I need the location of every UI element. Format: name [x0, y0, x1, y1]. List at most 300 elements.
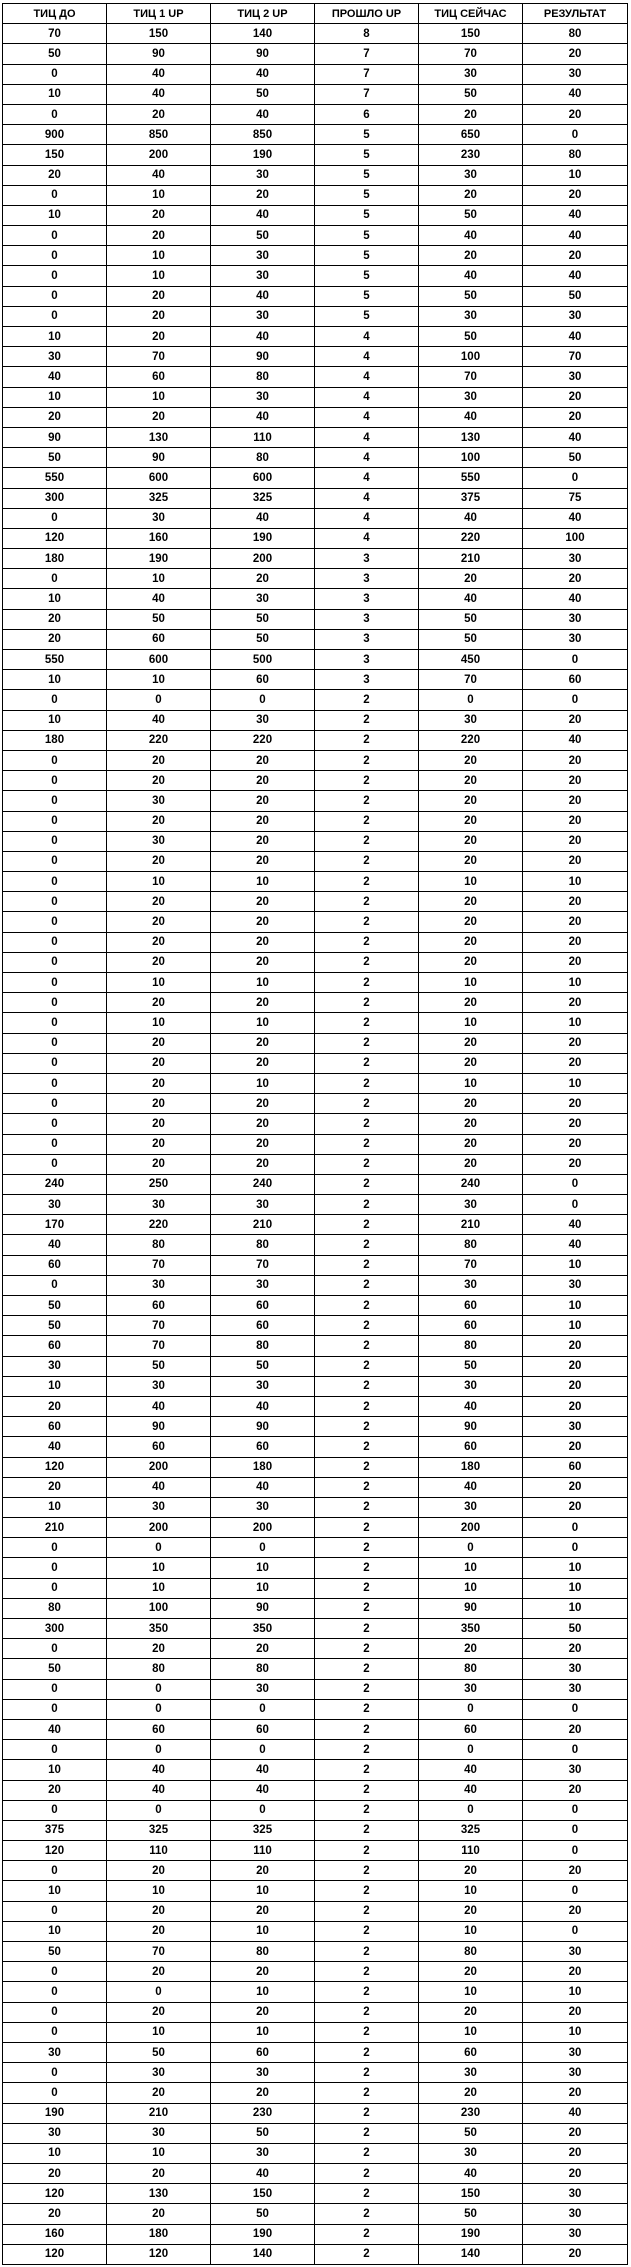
- cell-tic-before: 550: [3, 650, 107, 670]
- cell-tic-1-up: 60: [107, 1296, 211, 1316]
- cell-ups-passed: 4: [315, 528, 419, 548]
- cell-result: 10: [523, 1013, 628, 1033]
- cell-tic-2-up: 10: [211, 1558, 315, 1578]
- cell-tic-before: 0: [3, 892, 107, 912]
- cell-tic-1-up: 180: [107, 2224, 211, 2244]
- cell-ups-passed: 2: [315, 1619, 419, 1639]
- table-row: [3, 1275, 628, 1295]
- table-row: [3, 84, 628, 104]
- cell-tic-2-up: 90: [211, 44, 315, 64]
- table-row: [3, 1538, 628, 1558]
- cell-tic-now: 20: [419, 1639, 523, 1659]
- cell-tic-1-up: 20: [107, 851, 211, 871]
- table-row: [3, 306, 628, 326]
- cell-tic-before: 0: [3, 2002, 107, 2022]
- cell-ups-passed: 8: [315, 24, 419, 44]
- cell-result: 40: [523, 84, 628, 104]
- cell-tic-before: 20: [3, 165, 107, 185]
- table-row: [3, 1255, 628, 1275]
- cell-tic-now: 60: [419, 2042, 523, 2062]
- table-row: [3, 2224, 628, 2244]
- cell-tic-before: 0: [3, 993, 107, 1013]
- cell-tic-before: 10: [3, 84, 107, 104]
- table-row: [3, 1780, 628, 1800]
- cell-tic-before: 30: [3, 347, 107, 367]
- cell-ups-passed: 2: [315, 1780, 419, 1800]
- table-row: [3, 44, 628, 64]
- cell-tic-before: 10: [3, 589, 107, 609]
- cell-result: 10: [523, 1578, 628, 1598]
- cell-result: 70: [523, 347, 628, 367]
- cell-tic-1-up: 20: [107, 1094, 211, 1114]
- cell-result: 0: [523, 1195, 628, 1215]
- cell-tic-now: 20: [419, 851, 523, 871]
- cell-ups-passed: 2: [315, 1942, 419, 1962]
- cell-tic-2-up: 190: [211, 2224, 315, 2244]
- cell-result: 20: [523, 1497, 628, 1517]
- cell-tic-1-up: 70: [107, 1942, 211, 1962]
- cell-tic-before: 190: [3, 2103, 107, 2123]
- cell-tic-now: 40: [419, 1396, 523, 1416]
- cell-tic-1-up: 20: [107, 327, 211, 347]
- cell-ups-passed: 2: [315, 1982, 419, 2002]
- cell-result: 0: [523, 1841, 628, 1861]
- cell-tic-before: 120: [3, 1841, 107, 1861]
- cell-ups-passed: 2: [315, 1235, 419, 1255]
- cell-tic-1-up: 600: [107, 650, 211, 670]
- cell-result: 40: [523, 266, 628, 286]
- cell-result: 20: [523, 387, 628, 407]
- cell-tic-before: 10: [3, 1497, 107, 1517]
- cell-tic-before: 0: [3, 912, 107, 932]
- cell-tic-before: 10: [3, 1376, 107, 1396]
- cell-ups-passed: 2: [315, 1820, 419, 1840]
- table-row: [3, 609, 628, 629]
- cell-tic-now: 40: [419, 266, 523, 286]
- cell-tic-now: 20: [419, 1962, 523, 1982]
- cell-result: 10: [523, 1598, 628, 1618]
- cell-tic-2-up: 30: [211, 1679, 315, 1699]
- cell-tic-before: 50: [3, 1296, 107, 1316]
- table-row: [3, 1174, 628, 1194]
- table-row: [3, 407, 628, 427]
- cell-result: 30: [523, 64, 628, 84]
- table-row: [3, 1518, 628, 1538]
- cell-tic-now: 10: [419, 1881, 523, 1901]
- cell-tic-2-up: 90: [211, 1598, 315, 1618]
- table-row: [3, 1619, 628, 1639]
- cell-tic-2-up: 230: [211, 2103, 315, 2123]
- cell-ups-passed: 2: [315, 2204, 419, 2224]
- cell-tic-1-up: 30: [107, 1195, 211, 1215]
- table-row: [3, 690, 628, 710]
- cell-ups-passed: 2: [315, 831, 419, 851]
- cell-tic-2-up: 10: [211, 2022, 315, 2042]
- cell-tic-2-up: 180: [211, 1457, 315, 1477]
- cell-tic-now: 140: [419, 2244, 523, 2264]
- cell-result: 40: [523, 205, 628, 225]
- cell-result: 20: [523, 771, 628, 791]
- cell-tic-2-up: 40: [211, 508, 315, 528]
- cell-tic-2-up: 30: [211, 165, 315, 185]
- cell-tic-now: 10: [419, 1578, 523, 1598]
- cell-tic-now: 240: [419, 1174, 523, 1194]
- cell-ups-passed: 2: [315, 1396, 419, 1416]
- cell-ups-passed: 3: [315, 650, 419, 670]
- cell-tic-now: 130: [419, 427, 523, 447]
- table-row: [3, 347, 628, 367]
- cell-tic-now: 50: [419, 2123, 523, 2143]
- cell-tic-2-up: 40: [211, 1760, 315, 1780]
- cell-tic-1-up: 30: [107, 1497, 211, 1517]
- cell-ups-passed: 2: [315, 1538, 419, 1558]
- table-row: [3, 1235, 628, 1255]
- cell-tic-now: 210: [419, 1215, 523, 1235]
- cell-ups-passed: 4: [315, 347, 419, 367]
- cell-tic-2-up: 40: [211, 2164, 315, 2184]
- cell-tic-1-up: 40: [107, 64, 211, 84]
- cell-tic-now: 40: [419, 226, 523, 246]
- cell-tic-2-up: 40: [211, 407, 315, 427]
- cell-tic-1-up: 10: [107, 670, 211, 690]
- cell-tic-now: 80: [419, 1942, 523, 1962]
- cell-tic-now: 200: [419, 1518, 523, 1538]
- cell-tic-before: 0: [3, 750, 107, 770]
- cell-tic-before: 0: [3, 1073, 107, 1093]
- cell-result: 20: [523, 2002, 628, 2022]
- table-row: [3, 266, 628, 286]
- cell-tic-1-up: 110: [107, 1841, 211, 1861]
- cell-tic-now: 0: [419, 1800, 523, 1820]
- cell-ups-passed: 2: [315, 1073, 419, 1093]
- cell-tic-now: 50: [419, 84, 523, 104]
- cell-tic-1-up: 20: [107, 2164, 211, 2184]
- cell-tic-2-up: 10: [211, 1881, 315, 1901]
- cell-tic-before: 20: [3, 629, 107, 649]
- table-row: [3, 1154, 628, 1174]
- cell-ups-passed: 7: [315, 84, 419, 104]
- cell-result: 40: [523, 327, 628, 347]
- cell-result: 10: [523, 1255, 628, 1275]
- cell-tic-2-up: 30: [211, 1497, 315, 1517]
- cell-result: 40: [523, 508, 628, 528]
- cell-ups-passed: 7: [315, 44, 419, 64]
- cell-tic-1-up: 20: [107, 912, 211, 932]
- cell-result: 60: [523, 670, 628, 690]
- cell-result: 80: [523, 24, 628, 44]
- cell-result: 0: [523, 468, 628, 488]
- cell-result: 60: [523, 1457, 628, 1477]
- cell-tic-2-up: 40: [211, 1477, 315, 1497]
- cell-tic-2-up: 30: [211, 306, 315, 326]
- table-row: [3, 1659, 628, 1679]
- cell-ups-passed: 2: [315, 2103, 419, 2123]
- cell-ups-passed: 2: [315, 1497, 419, 1517]
- cell-tic-now: 40: [419, 1477, 523, 1497]
- cell-result: 20: [523, 1114, 628, 1134]
- cell-tic-2-up: 20: [211, 811, 315, 831]
- cell-tic-now: 20: [419, 932, 523, 952]
- cell-tic-now: 230: [419, 145, 523, 165]
- cell-ups-passed: 2: [315, 1477, 419, 1497]
- cell-tic-now: 10: [419, 1982, 523, 2002]
- cell-tic-now: 40: [419, 1780, 523, 1800]
- cell-ups-passed: 2: [315, 771, 419, 791]
- cell-tic-1-up: 190: [107, 549, 211, 569]
- cell-tic-now: 220: [419, 528, 523, 548]
- cell-tic-before: 300: [3, 1619, 107, 1639]
- cell-tic-now: 0: [419, 1740, 523, 1760]
- cell-result: 30: [523, 1679, 628, 1699]
- table-row: [3, 1578, 628, 1598]
- cell-tic-2-up: 20: [211, 1901, 315, 1921]
- cell-tic-2-up: 240: [211, 1174, 315, 1194]
- cell-tic-2-up: 60: [211, 1437, 315, 1457]
- table-row: [3, 549, 628, 569]
- cell-result: 20: [523, 811, 628, 831]
- cell-ups-passed: 5: [315, 226, 419, 246]
- cell-tic-1-up: 20: [107, 1114, 211, 1134]
- cell-tic-before: 0: [3, 306, 107, 326]
- cell-ups-passed: 2: [315, 2042, 419, 2062]
- cell-tic-before: 0: [3, 1134, 107, 1154]
- cell-ups-passed: 2: [315, 1134, 419, 1154]
- cell-ups-passed: 5: [315, 145, 419, 165]
- cell-tic-2-up: 30: [211, 387, 315, 407]
- cell-ups-passed: 2: [315, 1417, 419, 1437]
- cell-tic-before: 10: [3, 387, 107, 407]
- cell-result: 20: [523, 1094, 628, 1114]
- cell-tic-1-up: 120: [107, 2244, 211, 2264]
- cell-tic-1-up: 70: [107, 347, 211, 367]
- table-row: [3, 145, 628, 165]
- table-row: [3, 730, 628, 750]
- cell-tic-now: 30: [419, 710, 523, 730]
- cell-tic-2-up: 20: [211, 1639, 315, 1659]
- cell-tic-before: 0: [3, 1861, 107, 1881]
- table-row: [3, 1417, 628, 1437]
- cell-result: 30: [523, 629, 628, 649]
- cell-tic-1-up: 90: [107, 44, 211, 64]
- cell-tic-before: 0: [3, 932, 107, 952]
- cell-ups-passed: 2: [315, 750, 419, 770]
- cell-result: 30: [523, 2184, 628, 2204]
- cell-result: 20: [523, 1336, 628, 1356]
- table-row: [3, 710, 628, 730]
- table-row: [3, 286, 628, 306]
- cell-result: 0: [523, 1921, 628, 1941]
- table-row: [3, 387, 628, 407]
- table-row: [3, 1215, 628, 1235]
- cell-ups-passed: 2: [315, 1901, 419, 1921]
- table-row: [3, 2184, 628, 2204]
- cell-tic-before: 0: [3, 1094, 107, 1114]
- cell-tic-now: 60: [419, 1719, 523, 1739]
- cell-tic-now: 20: [419, 771, 523, 791]
- table-row: [3, 104, 628, 124]
- cell-tic-2-up: 20: [211, 1114, 315, 1134]
- cell-ups-passed: 2: [315, 1376, 419, 1396]
- cell-result: 20: [523, 1053, 628, 1073]
- cell-ups-passed: 5: [315, 266, 419, 286]
- cell-tic-2-up: 20: [211, 750, 315, 770]
- cell-ups-passed: 4: [315, 468, 419, 488]
- cell-tic-1-up: 30: [107, 2063, 211, 2083]
- table-row: [3, 1376, 628, 1396]
- cell-tic-2-up: 10: [211, 973, 315, 993]
- cell-tic-before: 60: [3, 1255, 107, 1275]
- cell-tic-now: 30: [419, 165, 523, 185]
- cell-tic-2-up: 70: [211, 1255, 315, 1275]
- table-row: [3, 2123, 628, 2143]
- cell-tic-before: 0: [3, 771, 107, 791]
- cell-tic-2-up: 20: [211, 1154, 315, 1174]
- cell-tic-before: 0: [3, 286, 107, 306]
- cell-tic-before: 0: [3, 1275, 107, 1295]
- cell-tic-1-up: 20: [107, 2204, 211, 2224]
- cell-ups-passed: 3: [315, 629, 419, 649]
- cell-tic-1-up: 20: [107, 892, 211, 912]
- cell-ups-passed: 2: [315, 1296, 419, 1316]
- cell-tic-2-up: 10: [211, 1578, 315, 1598]
- cell-tic-2-up: 325: [211, 488, 315, 508]
- cell-tic-2-up: 30: [211, 266, 315, 286]
- cell-tic-2-up: 50: [211, 226, 315, 246]
- cell-tic-2-up: 20: [211, 771, 315, 791]
- cell-tic-2-up: 0: [211, 690, 315, 710]
- cell-tic-now: 10: [419, 1013, 523, 1033]
- cell-tic-2-up: 0: [211, 1740, 315, 1760]
- cell-result: 50: [523, 286, 628, 306]
- cell-tic-before: 0: [3, 1053, 107, 1073]
- cell-tic-now: 180: [419, 1457, 523, 1477]
- cell-tic-now: 30: [419, 64, 523, 84]
- cell-tic-now: 50: [419, 205, 523, 225]
- cell-result: 20: [523, 1861, 628, 1881]
- cell-ups-passed: 2: [315, 1457, 419, 1477]
- cell-tic-now: 0: [419, 1699, 523, 1719]
- cell-tic-1-up: 0: [107, 1679, 211, 1699]
- table-row: [3, 1901, 628, 1921]
- cell-ups-passed: 4: [315, 327, 419, 347]
- cell-ups-passed: 5: [315, 125, 419, 145]
- cell-result: 40: [523, 1215, 628, 1235]
- cell-tic-before: 240: [3, 1174, 107, 1194]
- cell-tic-1-up: 0: [107, 690, 211, 710]
- cell-tic-1-up: 150: [107, 24, 211, 44]
- cell-ups-passed: 3: [315, 589, 419, 609]
- cell-result: 20: [523, 104, 628, 124]
- table-row: [3, 427, 628, 447]
- cell-tic-1-up: 20: [107, 2083, 211, 2103]
- cell-tic-1-up: 20: [107, 1154, 211, 1174]
- cell-ups-passed: 2: [315, 912, 419, 932]
- cell-ups-passed: 2: [315, 1659, 419, 1679]
- cell-tic-2-up: 140: [211, 2244, 315, 2264]
- cell-tic-now: 60: [419, 1316, 523, 1336]
- cell-tic-2-up: 20: [211, 1033, 315, 1053]
- cell-tic-1-up: 40: [107, 589, 211, 609]
- cell-tic-2-up: 60: [211, 670, 315, 690]
- cell-result: 10: [523, 1073, 628, 1093]
- cell-tic-before: 120: [3, 2184, 107, 2204]
- cell-tic-1-up: 200: [107, 1457, 211, 1477]
- cell-tic-now: 10: [419, 973, 523, 993]
- cell-tic-now: 20: [419, 2083, 523, 2103]
- table-row: [3, 1356, 628, 1376]
- cell-result: 20: [523, 1477, 628, 1497]
- cell-tic-before: 0: [3, 952, 107, 972]
- cell-tic-before: 0: [3, 811, 107, 831]
- cell-tic-2-up: 40: [211, 1780, 315, 1800]
- cell-ups-passed: 2: [315, 1053, 419, 1073]
- cell-tic-2-up: 80: [211, 1235, 315, 1255]
- cell-tic-2-up: 10: [211, 1982, 315, 2002]
- cell-tic-before: 20: [3, 407, 107, 427]
- cell-tic-before: 10: [3, 2143, 107, 2163]
- cell-ups-passed: 4: [315, 407, 419, 427]
- cell-tic-1-up: 90: [107, 1417, 211, 1437]
- table-row: [3, 1457, 628, 1477]
- table-row: [3, 24, 628, 44]
- cell-tic-before: 20: [3, 609, 107, 629]
- cell-tic-2-up: 80: [211, 1942, 315, 1962]
- cell-tic-2-up: 30: [211, 1275, 315, 1295]
- cell-ups-passed: 2: [315, 1861, 419, 1881]
- cell-tic-2-up: 50: [211, 1356, 315, 1376]
- table-row: [3, 2083, 628, 2103]
- table-row: [3, 1740, 628, 1760]
- cell-tic-before: 0: [3, 185, 107, 205]
- cell-tic-1-up: 0: [107, 1800, 211, 1820]
- cell-tic-2-up: 850: [211, 125, 315, 145]
- cell-tic-1-up: 10: [107, 185, 211, 205]
- cell-ups-passed: 7: [315, 64, 419, 84]
- cell-result: 20: [523, 2143, 628, 2163]
- cell-tic-now: 0: [419, 1538, 523, 1558]
- table-row: [3, 327, 628, 347]
- table-row: [3, 750, 628, 770]
- cell-ups-passed: 2: [315, 1800, 419, 1820]
- cell-tic-1-up: 10: [107, 266, 211, 286]
- cell-tic-now: 70: [419, 367, 523, 387]
- cell-result: 20: [523, 912, 628, 932]
- cell-result: 20: [523, 1962, 628, 1982]
- cell-tic-1-up: 40: [107, 710, 211, 730]
- cell-result: 10: [523, 1316, 628, 1336]
- cell-tic-now: 10: [419, 1921, 523, 1941]
- cell-tic-now: 20: [419, 1033, 523, 1053]
- cell-ups-passed: 2: [315, 1679, 419, 1699]
- cell-result: 20: [523, 851, 628, 871]
- cell-tic-now: 20: [419, 569, 523, 589]
- cell-tic-now: 80: [419, 1659, 523, 1679]
- cell-result: 20: [523, 2083, 628, 2103]
- cell-result: 10: [523, 1296, 628, 1316]
- cell-tic-1-up: 20: [107, 1033, 211, 1053]
- cell-tic-now: 50: [419, 1356, 523, 1376]
- cell-tic-now: 20: [419, 791, 523, 811]
- cell-ups-passed: 2: [315, 1639, 419, 1659]
- cell-tic-before: 30: [3, 2042, 107, 2062]
- table-row: [3, 2204, 628, 2224]
- cell-tic-2-up: 30: [211, 1195, 315, 1215]
- cell-ups-passed: 5: [315, 306, 419, 326]
- cell-tic-1-up: 0: [107, 1538, 211, 1558]
- table-row: [3, 448, 628, 468]
- cell-tic-now: 20: [419, 185, 523, 205]
- header-result: РЕЗУЛЬТАТ: [523, 4, 628, 24]
